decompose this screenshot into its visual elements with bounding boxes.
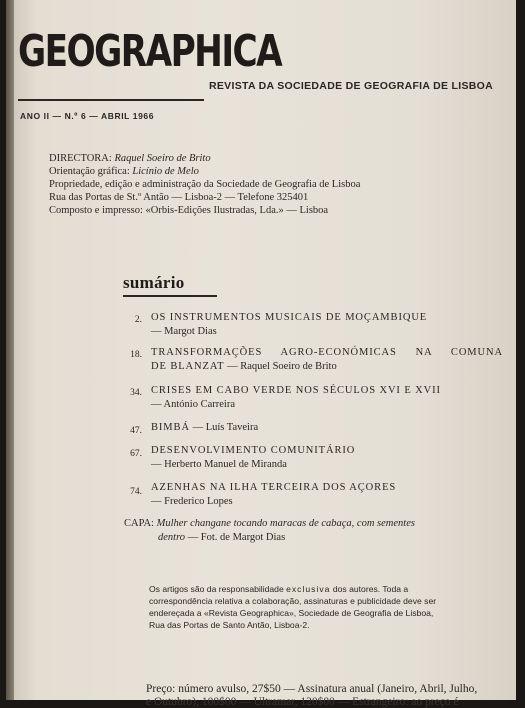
orientacao-name: Licínio de Melo xyxy=(132,166,199,177)
directora-name: Raquel Soeiro de Brito xyxy=(114,153,211,164)
toc-author: — Frederico Lopes xyxy=(151,496,233,507)
sumario-underline xyxy=(123,295,217,297)
orientacao-label: Orientação gráfica: xyxy=(49,166,130,177)
credit-composto: Composto e impresso: «Orbis-Edições Ilustradas, Lda.» — Lisboa xyxy=(49,205,329,216)
toc-title: TRANSFORMAÇÕES AGRO-ECONÓMICAS NA COMUNA xyxy=(151,347,503,358)
toc-page-number: 34. xyxy=(130,388,142,398)
toc-author: — Margot Dias xyxy=(151,326,217,337)
capa-caption-line1: Mulher changane tocando maracas de cabaça, com sementes xyxy=(156,518,415,529)
price-line-continued: e Outubro), 100$00 — Ultramar, 120$00 — Estrangeiro: ao preço é xyxy=(146,696,459,708)
masthead-underline xyxy=(18,99,204,101)
toc-title: CRISES EM CABO VERDE NOS SÉCULOS XVI E XVII xyxy=(151,385,441,396)
capa-credit: — Fot. de Margot Dias xyxy=(187,532,286,543)
notice-line1b: exclusiva xyxy=(286,584,331,594)
credit-morada: Rua das Portas de St.º Antão — Lisboa-2 — Telefone 325401 xyxy=(49,192,309,203)
toc-title: OS INSTRUMENTOS MUSICAIS DE MOÇAMBIQUE xyxy=(151,312,428,323)
credit-orientacao xyxy=(49,165,360,178)
toc-page-number: 74. xyxy=(130,487,142,497)
notice-line4: Rua das Portas de Santo Antão, Lisboa-2. xyxy=(149,620,310,630)
issue-line: ANO II — N.º 6 — ABRIL 1966 xyxy=(20,111,155,121)
toc-page-number: 2. xyxy=(134,315,142,325)
capa-label: CAPA: xyxy=(124,518,154,529)
notice-line1a: Os artigos são da responsabilidade xyxy=(149,584,284,594)
credit-directora xyxy=(49,152,360,165)
toc-title-continued: DE BLANZAT xyxy=(151,361,225,372)
toc-page-number: 67. xyxy=(130,449,142,459)
toc-page-number: 18. xyxy=(130,350,142,360)
credit-propriedade: Propriedade, edição e administração da Sociedade de Geografia de Lisboa xyxy=(49,179,361,190)
sumario-heading: sumário xyxy=(123,273,185,292)
credits-block xyxy=(49,152,360,217)
notice-line2: correspondência relativa a colaboração, assinaturas e publicidade deve ser xyxy=(149,596,437,606)
toc-title: AZENHAS NA ILHA TERCEIRA DOS AÇORES xyxy=(151,482,397,493)
toc-author: — Luís Taveira xyxy=(192,422,259,433)
binding-spine xyxy=(6,0,14,700)
toc-author: — António Carreira xyxy=(151,399,235,410)
notice-line3: endereçada a «Revista Geographica», Sociedade de Geografia de Lisboa, xyxy=(149,608,434,618)
masthead-subtitle: REVISTA DA SOCIEDADE DE GEOGRAFIA DE LISBOA xyxy=(209,80,493,92)
notice-line1c: dos autores. Toda a xyxy=(332,584,409,594)
toc-title: BIMBÁ xyxy=(151,422,190,433)
masthead-title: GEOGRAPHICA xyxy=(18,26,282,77)
directora-label: DIRECTORA: xyxy=(49,153,112,164)
toc-author: — Raquel Soeiro de Brito xyxy=(227,361,337,372)
toc-author: — Herberto Manuel de Miranda xyxy=(151,459,287,470)
toc-page-number: 47. xyxy=(130,426,142,436)
magazine-page xyxy=(6,0,516,708)
cover-caption xyxy=(124,517,504,545)
price-line: Preço: número avulso, 27$50 — Assinatura anual (Janeiro, Abril, Julho, xyxy=(146,683,478,695)
toc-title: DESENVOLVIMENTO COMUNITÁRIO xyxy=(151,445,356,456)
capa-caption-line2: dentro xyxy=(158,532,186,543)
responsibility-notice xyxy=(149,583,504,631)
